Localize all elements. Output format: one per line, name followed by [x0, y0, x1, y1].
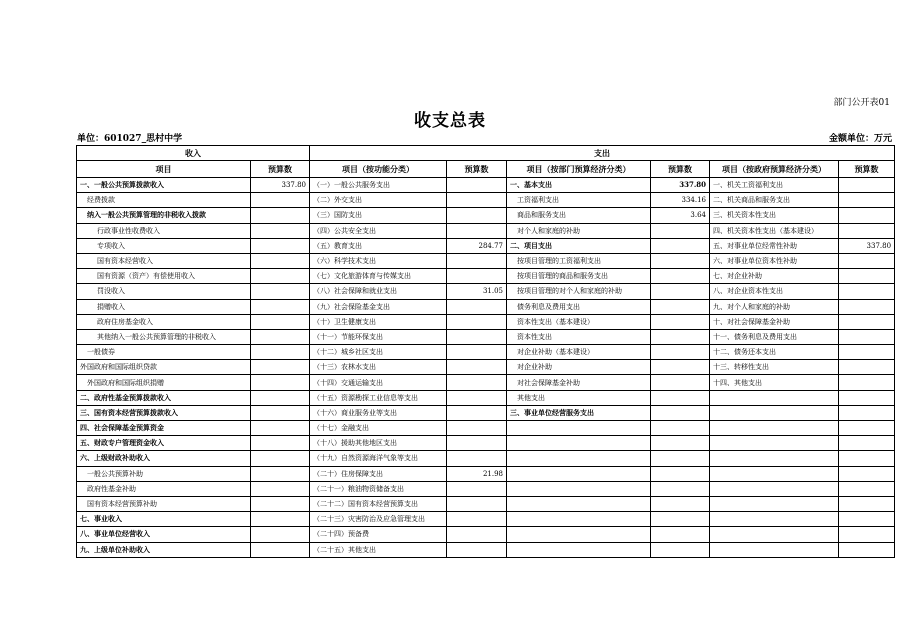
gov-econ-budget — [839, 481, 895, 496]
func-budget: 21.98 — [447, 466, 507, 481]
table-row — [77, 481, 895, 496]
table-row — [77, 451, 895, 466]
dept-econ-budget — [651, 253, 710, 268]
dept-econ-item — [507, 436, 651, 451]
income-item: 九、上级单位补助收入 — [77, 542, 251, 557]
col-func-item: 项目（按功能分类） — [310, 161, 447, 178]
func-budget — [447, 329, 507, 344]
gov-econ-item — [710, 496, 839, 511]
income-item: 国有资本经营收入 — [77, 253, 251, 268]
dept-econ-item: 对企业补助 — [507, 360, 651, 375]
income-budget — [251, 390, 310, 405]
func-budget — [447, 269, 507, 284]
unit-label: 单位：601027_思村中学 — [77, 134, 183, 144]
dept-econ-item — [507, 451, 651, 466]
table-row — [77, 512, 895, 527]
income-budget — [251, 466, 310, 481]
dept-econ-item: 对个人和家庭的补助 — [507, 223, 651, 238]
func-item: （十二）城乡社区支出 — [310, 345, 447, 360]
gov-econ-item — [710, 421, 839, 436]
gov-econ-budget — [839, 329, 895, 344]
func-budget — [447, 375, 507, 390]
gov-econ-budget — [839, 360, 895, 375]
dept-econ-budget — [651, 481, 710, 496]
income-item: 专项收入 — [77, 238, 251, 253]
dept-econ-item — [507, 421, 651, 436]
gov-econ-item — [710, 466, 839, 481]
gov-econ-budget — [839, 345, 895, 360]
income-budget — [251, 481, 310, 496]
dept-econ-budget: 334.16 — [651, 193, 710, 208]
income-budget — [251, 512, 310, 527]
income-item: 经费拨款 — [77, 193, 251, 208]
table-row — [77, 253, 895, 268]
gov-econ-item — [710, 451, 839, 466]
income-item: 三、国有资本经营预算拨款收入 — [77, 405, 251, 420]
income-budget — [251, 451, 310, 466]
dept-econ-budget: 3.64 — [651, 208, 710, 223]
dept-econ-item: 债务利息及费用支出 — [507, 299, 651, 314]
func-item: （十六）商业服务业等支出 — [310, 405, 447, 420]
dept-econ-budget: 337.80 — [651, 178, 710, 193]
func-budget — [447, 436, 507, 451]
money-unit-label: 金额单位：万元 — [828, 134, 892, 144]
header-row-group — [77, 146, 895, 161]
dept-econ-item: 对企业补助（基本建设） — [507, 345, 651, 360]
func-item: （十八）援助其他地区支出 — [310, 436, 447, 451]
func-budget — [447, 405, 507, 420]
dept-econ-item: 工资福利支出 — [507, 193, 651, 208]
form-code: 部门公开表01 — [833, 98, 890, 108]
income-budget — [251, 496, 310, 511]
gov-econ-item — [710, 542, 839, 557]
dept-econ-budget — [651, 238, 710, 253]
dept-econ-budget — [651, 269, 710, 284]
table-row — [77, 360, 895, 375]
gov-econ-item: 十三、转移性支出 — [710, 360, 839, 375]
gov-econ-budget — [839, 405, 895, 420]
gov-econ-budget — [839, 178, 895, 193]
income-budget — [251, 527, 310, 542]
func-item: （二十）住房保障支出 — [310, 466, 447, 481]
table-row — [77, 375, 895, 390]
func-budget — [447, 527, 507, 542]
gov-econ-budget — [839, 223, 895, 238]
table-row — [77, 390, 895, 405]
income-budget — [251, 238, 310, 253]
func-budget — [447, 208, 507, 223]
gov-econ-item: 五、对事业单位经常性补助 — [710, 238, 839, 253]
dept-econ-budget — [651, 527, 710, 542]
income-item: 一般债券 — [77, 345, 251, 360]
income-item: 一、一般公共预算拨款收入 — [77, 178, 251, 193]
func-budget — [447, 360, 507, 375]
dept-econ-item — [507, 542, 651, 557]
dept-econ-budget — [651, 466, 710, 481]
dept-econ-item: 资本性支出（基本建设） — [507, 314, 651, 329]
income-budget: 337.80 — [251, 178, 310, 193]
dept-econ-item — [507, 527, 651, 542]
table-row — [77, 178, 895, 193]
col-gov-econ-item: 项目（按政府预算经济分类） — [710, 161, 839, 178]
income-budget — [251, 405, 310, 420]
func-item: （十四）交通运输支出 — [310, 375, 447, 390]
gov-econ-item — [710, 405, 839, 420]
table-row — [77, 238, 895, 253]
func-budget — [447, 481, 507, 496]
col-gov-econ-budget: 预算数 — [839, 161, 895, 178]
dept-econ-budget — [651, 345, 710, 360]
gov-econ-item: 八、对企业资本性支出 — [710, 284, 839, 299]
dept-econ-budget — [651, 496, 710, 511]
income-item: 捐赠收入 — [77, 299, 251, 314]
table-row — [77, 284, 895, 299]
dept-econ-item: 三、事业单位经营服务支出 — [507, 405, 651, 420]
gov-econ-budget — [839, 314, 895, 329]
income-item: 行政事业性收费收入 — [77, 223, 251, 238]
func-item: （二十三）灾害防治及应急管理支出 — [310, 512, 447, 527]
gov-econ-budget — [839, 193, 895, 208]
func-budget — [447, 178, 507, 193]
gov-econ-item: 二、机关商品和服务支出 — [710, 193, 839, 208]
func-budget — [447, 253, 507, 268]
income-budget — [251, 253, 310, 268]
dept-econ-budget — [651, 223, 710, 238]
income-budget — [251, 208, 310, 223]
gov-econ-budget — [839, 253, 895, 268]
gov-econ-item: 一、机关工资福利支出 — [710, 178, 839, 193]
income-budget — [251, 314, 310, 329]
income-budget — [251, 436, 310, 451]
income-budget — [251, 269, 310, 284]
func-item: （五）教育支出 — [310, 238, 447, 253]
gov-econ-budget — [839, 299, 895, 314]
func-budget — [447, 451, 507, 466]
gov-econ-item: 七、对企业补助 — [710, 269, 839, 284]
dept-econ-budget — [651, 542, 710, 557]
col-dept-econ-budget: 预算数 — [651, 161, 710, 178]
func-item: （二十一）粮油物资储备支出 — [310, 481, 447, 496]
func-budget — [447, 223, 507, 238]
func-budget — [447, 193, 507, 208]
gov-econ-budget — [839, 496, 895, 511]
func-budget — [447, 314, 507, 329]
dept-econ-item: 按项目管理的商品和服务支出 — [507, 269, 651, 284]
income-budget — [251, 421, 310, 436]
func-item: （十三）农林水支出 — [310, 360, 447, 375]
func-item: （一）一般公共服务支出 — [310, 178, 447, 193]
func-item: （四）公共安全支出 — [310, 223, 447, 238]
income-header: 收入 — [77, 146, 310, 161]
dept-econ-budget — [651, 299, 710, 314]
gov-econ-budget — [839, 375, 895, 390]
func-budget — [447, 496, 507, 511]
func-item: （九）社会保险基金支出 — [310, 299, 447, 314]
dept-econ-budget — [651, 329, 710, 344]
income-item: 二、政府性基金预算拨款收入 — [77, 390, 251, 405]
gov-econ-item: 十二、债务还本支出 — [710, 345, 839, 360]
income-budget — [251, 360, 310, 375]
func-item: （三）国防支出 — [310, 208, 447, 223]
func-budget — [447, 390, 507, 405]
func-budget: 284.77 — [447, 238, 507, 253]
income-budget — [251, 284, 310, 299]
func-item: （二十四）预备费 — [310, 527, 447, 542]
gov-econ-budget — [839, 390, 895, 405]
income-budget — [251, 329, 310, 344]
table-row — [77, 345, 895, 360]
income-budget — [251, 223, 310, 238]
income-item: 一般公共预算补助 — [77, 466, 251, 481]
dept-econ-budget — [651, 375, 710, 390]
gov-econ-budget — [839, 284, 895, 299]
dept-econ-budget — [651, 451, 710, 466]
gov-econ-item: 九、对个人和家庭的补助 — [710, 299, 839, 314]
gov-econ-item — [710, 512, 839, 527]
table-row — [77, 421, 895, 436]
gov-econ-budget: 337.80 — [839, 238, 895, 253]
func-item: （二十二）国有资本经营预算支出 — [310, 496, 447, 511]
table-row — [77, 314, 895, 329]
table-row — [77, 542, 895, 557]
gov-econ-item: 六、对事业单位资本性补助 — [710, 253, 839, 268]
gov-econ-budget — [839, 269, 895, 284]
func-item: （七）文化旅游体育与传媒支出 — [310, 269, 447, 284]
func-item: （二）外交支出 — [310, 193, 447, 208]
gov-econ-budget — [839, 466, 895, 481]
dept-econ-item: 按项目管理的对个人和家庭的补助 — [507, 284, 651, 299]
dept-econ-item — [507, 496, 651, 511]
table-row — [77, 405, 895, 420]
income-item: 七、事业收入 — [77, 512, 251, 527]
dept-econ-item: 二、项目支出 — [507, 238, 651, 253]
gov-econ-budget — [839, 512, 895, 527]
dept-econ-budget — [651, 512, 710, 527]
dept-econ-item: 其他支出 — [507, 390, 651, 405]
income-budget — [251, 375, 310, 390]
func-item: （二十五）其他支出 — [310, 542, 447, 557]
income-item: 政府住房基金收入 — [77, 314, 251, 329]
table-row — [77, 208, 895, 223]
dept-econ-item — [507, 512, 651, 527]
dept-econ-item: 按项目管理的工资福利支出 — [507, 253, 651, 268]
table-row — [77, 466, 895, 481]
income-item: 外国政府和国际组织捐赠 — [77, 375, 251, 390]
gov-econ-budget — [839, 436, 895, 451]
table-row — [77, 223, 895, 238]
func-item: （十）卫生健康支出 — [310, 314, 447, 329]
func-item: （十九）自然资源海洋气象等支出 — [310, 451, 447, 466]
dept-econ-item: 对社会保障基金补助 — [507, 375, 651, 390]
gov-econ-item — [710, 481, 839, 496]
func-budget — [447, 345, 507, 360]
income-item: 四、社会保障基金预算资金 — [77, 421, 251, 436]
income-item: 八、事业单位经营收入 — [77, 527, 251, 542]
table-row — [77, 436, 895, 451]
gov-econ-item — [710, 390, 839, 405]
income-item: 罚没收入 — [77, 284, 251, 299]
dept-econ-budget — [651, 390, 710, 405]
gov-econ-budget — [839, 421, 895, 436]
gov-econ-item: 三、机关资本性支出 — [710, 208, 839, 223]
func-budget — [447, 542, 507, 557]
income-budget — [251, 542, 310, 557]
dept-econ-budget — [651, 360, 710, 375]
col-dept-econ-item: 项目（按部门预算经济分类） — [507, 161, 651, 178]
header-row-columns — [77, 161, 895, 178]
dept-econ-item — [507, 481, 651, 496]
func-budget: 31.05 — [447, 284, 507, 299]
func-item: （十一）节能环保支出 — [310, 329, 447, 344]
gov-econ-item — [710, 527, 839, 542]
func-item: （六）科学技术支出 — [310, 253, 447, 268]
gov-econ-item: 十四、其他支出 — [710, 375, 839, 390]
func-item: （十七）金融支出 — [310, 421, 447, 436]
col-income-item: 项目 — [77, 161, 251, 178]
dept-econ-item: 一、基本支出 — [507, 178, 651, 193]
func-budget — [447, 299, 507, 314]
income-budget — [251, 345, 310, 360]
col-func-budget: 预算数 — [447, 161, 507, 178]
func-item: （八）社会保障和就业支出 — [310, 284, 447, 299]
income-item: 五、财政专户管理资金收入 — [77, 436, 251, 451]
dept-econ-item — [507, 466, 651, 481]
income-item: 六、上级财政补助收入 — [77, 451, 251, 466]
dept-econ-item: 商品和服务支出 — [507, 208, 651, 223]
table-row — [77, 496, 895, 511]
income-budget — [251, 193, 310, 208]
func-item: （十五）资源勘探工业信息等支出 — [310, 390, 447, 405]
gov-econ-budget — [839, 527, 895, 542]
dept-econ-budget — [651, 314, 710, 329]
table-row — [77, 269, 895, 284]
income-item: 其他纳入一般公共预算管理的非税收入 — [77, 329, 251, 344]
table-row — [77, 193, 895, 208]
expense-header: 支出 — [310, 146, 895, 161]
func-budget — [447, 421, 507, 436]
income-item: 纳入一般公共预算管理的非税收入拨款 — [77, 208, 251, 223]
budget-summary-table — [76, 145, 895, 558]
dept-econ-item: 资本性支出 — [507, 329, 651, 344]
gov-econ-budget — [839, 208, 895, 223]
page-title: 收支总表 — [414, 111, 486, 131]
income-item: 国有资源（资产）有偿使用收入 — [77, 269, 251, 284]
gov-econ-budget — [839, 451, 895, 466]
income-item: 国有资本经营预算补助 — [77, 496, 251, 511]
dept-econ-budget — [651, 284, 710, 299]
col-income-budget: 预算数 — [251, 161, 310, 178]
income-item: 外国政府和国际组织贷款 — [77, 360, 251, 375]
gov-econ-budget — [839, 542, 895, 557]
income-budget — [251, 299, 310, 314]
table-row — [77, 299, 895, 314]
gov-econ-item: 四、机关资本性支出（基本建设） — [710, 223, 839, 238]
table-row — [77, 329, 895, 344]
dept-econ-budget — [651, 421, 710, 436]
gov-econ-item — [710, 436, 839, 451]
dept-econ-budget — [651, 405, 710, 420]
gov-econ-item: 十、对社会保障基金补助 — [710, 314, 839, 329]
func-budget — [447, 512, 507, 527]
income-item: 政府性基金补助 — [77, 481, 251, 496]
gov-econ-item: 十一、债务利息及费用支出 — [710, 329, 839, 344]
dept-econ-budget — [651, 436, 710, 451]
table-row — [77, 527, 895, 542]
